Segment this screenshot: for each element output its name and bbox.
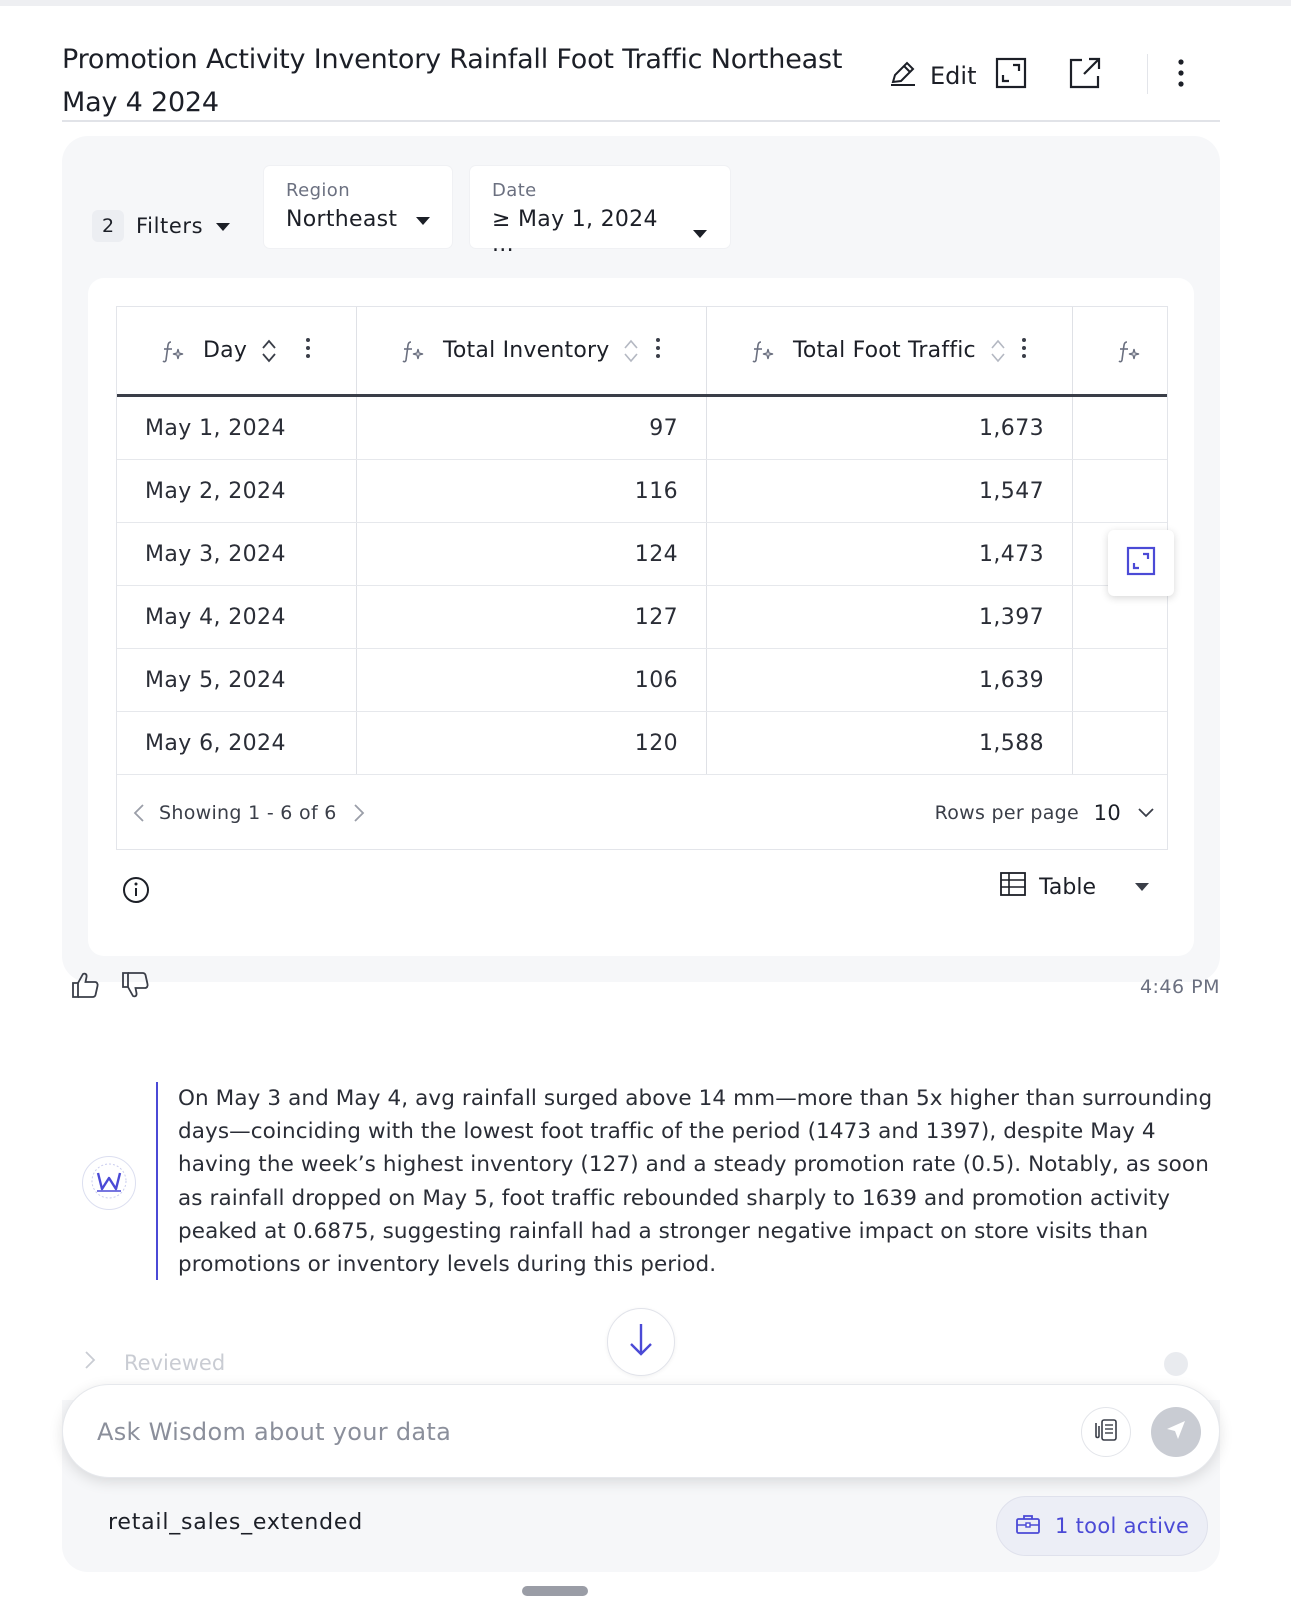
table-row — [117, 586, 1168, 649]
cell-foot-traffic: 1,673 — [707, 397, 1073, 459]
page-title: Promotion Activity Inventory Rainfall Foot Traffic Northeast May 4 2024 — [62, 44, 843, 118]
column-header-total-foot-traffic[interactable] — [707, 307, 1073, 394]
column-header-day[interactable] — [117, 307, 357, 394]
edit-button[interactable] — [888, 58, 976, 94]
date-filter[interactable] — [470, 166, 730, 257]
cell-inventory: 106 — [357, 649, 707, 711]
send-icon — [1164, 1418, 1188, 1446]
cell-day: May 3, 2024 — [117, 523, 357, 585]
column-header-total-inventory[interactable] — [357, 307, 707, 394]
table-row — [117, 397, 1168, 460]
cell-inventory: 127 — [357, 586, 707, 648]
caret-down-icon — [415, 207, 431, 232]
region-filter-value: Northeast — [286, 207, 398, 232]
table-body — [117, 397, 1168, 775]
visualization-type-select[interactable] — [999, 870, 1150, 904]
more-vertical-icon[interactable] — [1021, 337, 1027, 365]
send-button[interactable] — [1151, 1407, 1201, 1457]
function-icon — [751, 339, 775, 363]
assistant-logo-icon — [89, 1161, 129, 1205]
composer — [62, 1384, 1220, 1478]
caret-down-icon — [215, 217, 231, 236]
result-card — [62, 136, 1220, 982]
cell-foot-traffic: 1,397 — [707, 586, 1073, 648]
cell-day: May 2, 2024 — [117, 460, 357, 522]
rows-per-page-label: Rows per page — [934, 801, 1079, 824]
chevron-right-icon — [84, 1350, 96, 1375]
cell-day: May 6, 2024 — [117, 712, 357, 774]
expand-icon — [995, 57, 1027, 93]
cell-inventory: 120 — [357, 712, 707, 774]
cell-day: May 5, 2024 — [117, 649, 357, 711]
assistant-message: On May 3 and May 4, avg rainfall surged above 14 mm—more than 5x higher than surrounding days—coinciding with the lowest foot traffic of the period (1473 and 1397), despite May 4 having the week’s highest inventory (127) and a steady promotion rate (0.5). Notably, as soon as rainfall dropped on May 5, foot traffic rebounded sharply to 1639 and promotion activity peaked at 0.6875, suggesting rainfall had a stronger negative impact on store visits than promotions or inventory levels during this period. — [178, 1086, 1213, 1278]
tools-button[interactable] — [996, 1496, 1208, 1556]
sort-icon[interactable] — [261, 338, 277, 364]
cell-foot-traffic: 1,639 — [707, 649, 1073, 711]
thumbs-down-icon — [120, 970, 150, 1004]
cell-inventory: 97 — [357, 397, 707, 459]
cell-overflow — [1073, 397, 1168, 459]
filters-toggle[interactable] — [92, 210, 231, 242]
date-filter-label: Date — [492, 180, 537, 201]
column-header-label: Day — [203, 338, 248, 363]
reviewed-label: Reviewed — [124, 1350, 226, 1375]
toolbox-icon — [1015, 1513, 1041, 1540]
info-icon[interactable] — [122, 876, 150, 904]
reviewed-row[interactable] — [84, 1350, 225, 1375]
context-icon — [1093, 1417, 1119, 1447]
column-header-label: Total Foot Traffic — [793, 338, 976, 363]
cell-overflow — [1073, 460, 1168, 522]
home-indicator — [522, 1586, 588, 1596]
page-header — [62, 36, 1220, 122]
open-external-icon — [1068, 56, 1102, 94]
table-pagination — [117, 775, 1168, 850]
tools-status: 1 tool active — [1055, 1514, 1190, 1538]
table-row — [117, 460, 1168, 523]
table-row — [117, 523, 1168, 586]
date-filter-value: ≥ May 1, 2024 ... — [492, 207, 658, 257]
more-vertical-icon[interactable] — [305, 337, 311, 365]
filter-count-badge: 2 — [92, 210, 124, 242]
message-accent-bar — [156, 1082, 158, 1280]
cell-inventory: 124 — [357, 523, 707, 585]
cell-foot-traffic: 1,547 — [707, 460, 1073, 522]
expand-icon — [1126, 546, 1156, 580]
more-vertical-icon — [1177, 58, 1185, 92]
expand-table-button[interactable] — [1108, 530, 1174, 596]
next-page-button[interactable] — [353, 803, 365, 823]
function-icon — [161, 339, 185, 363]
table-icon — [999, 870, 1027, 904]
check-icon — [1164, 1352, 1188, 1376]
cell-foot-traffic: 1,588 — [707, 712, 1073, 774]
rows-per-page-select[interactable]: 10 — [1093, 800, 1121, 825]
expand-button[interactable] — [992, 56, 1030, 94]
table-row — [117, 649, 1168, 712]
table-row — [117, 712, 1168, 775]
table-header — [117, 307, 1168, 397]
function-icon — [401, 339, 425, 363]
cell-overflow — [1073, 649, 1168, 711]
data-table — [116, 306, 1168, 850]
visualization-type-label: Table — [1039, 874, 1096, 900]
message-timestamp: 4:46 PM — [1139, 976, 1220, 998]
caret-down-icon — [1134, 882, 1150, 892]
scroll-to-bottom-button[interactable] — [607, 1308, 675, 1376]
caret-down-icon — [692, 220, 708, 245]
cell-foot-traffic: 1,473 — [707, 523, 1073, 585]
pagination-status: Showing 1 - 6 of 6 — [159, 801, 337, 824]
region-filter[interactable] — [264, 166, 452, 248]
more-options-button[interactable] — [1162, 56, 1200, 94]
edit-label: Edit — [930, 62, 977, 90]
column-header-more[interactable] — [1073, 307, 1168, 394]
cell-overflow — [1073, 712, 1168, 774]
edit-icon — [888, 58, 918, 94]
header-divider — [1147, 54, 1148, 94]
dataset-name[interactable]: retail_sales_extended — [108, 1510, 364, 1535]
sort-icon[interactable] — [623, 338, 639, 364]
prev-page-button[interactable] — [133, 803, 145, 823]
chevron-down-icon[interactable] — [1137, 807, 1155, 819]
cell-inventory: 116 — [357, 460, 707, 522]
thumbs-up-icon — [70, 970, 100, 1004]
context-button[interactable] — [1081, 1407, 1131, 1457]
arrow-down-icon — [627, 1322, 655, 1362]
sort-icon[interactable] — [990, 338, 1006, 364]
function-icon — [1117, 339, 1141, 363]
more-vertical-icon[interactable] — [655, 337, 661, 365]
cell-day: May 4, 2024 — [117, 586, 357, 648]
assistant-avatar — [82, 1156, 136, 1210]
column-header-label: Total Inventory — [443, 338, 610, 363]
chat-input[interactable] — [97, 1409, 1017, 1455]
thumbs-up-button[interactable] — [70, 970, 100, 1004]
region-filter-label: Region — [286, 180, 351, 201]
visualization-panel — [88, 278, 1194, 956]
filters-label: Filters — [136, 214, 204, 238]
cell-day: May 1, 2024 — [117, 397, 357, 459]
top-edge — [0, 0, 1291, 6]
thumbs-down-button[interactable] — [120, 970, 150, 1004]
open-external-button[interactable] — [1066, 56, 1104, 94]
